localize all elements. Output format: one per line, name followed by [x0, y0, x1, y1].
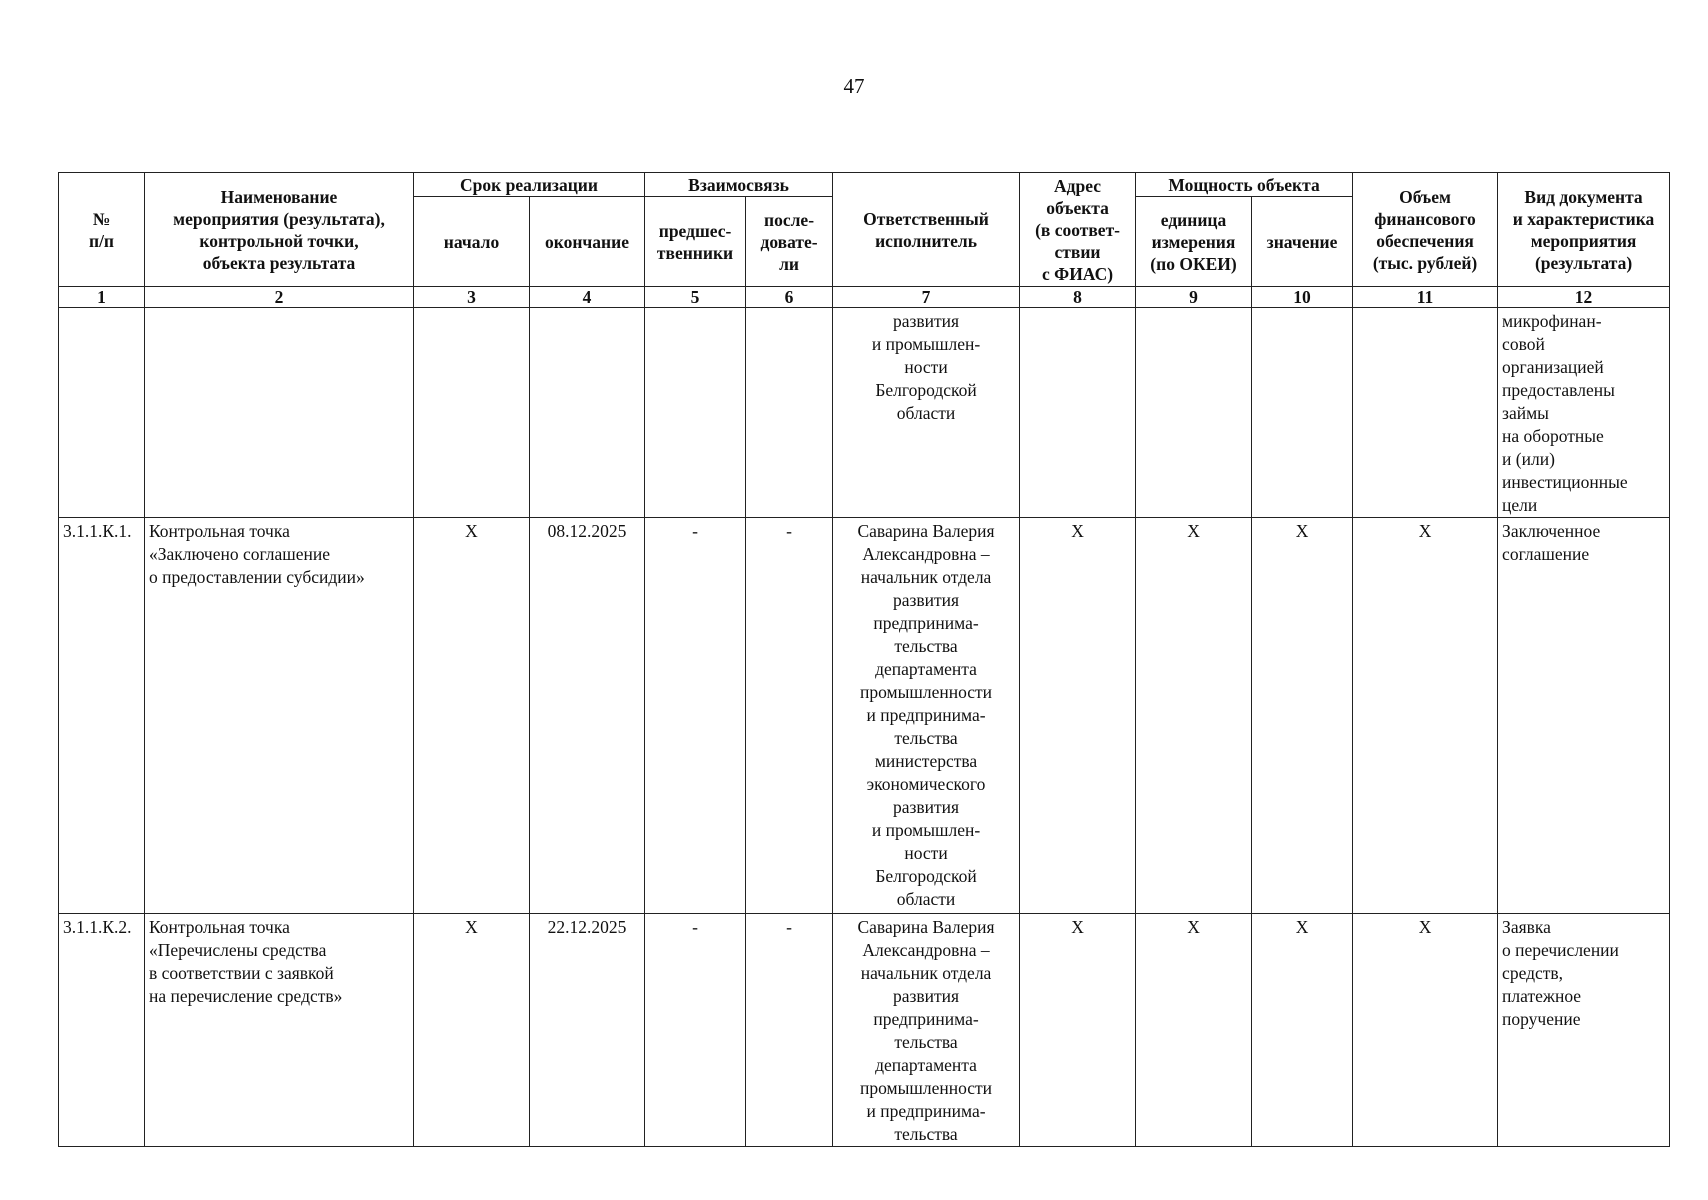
header-value: значение: [1252, 197, 1353, 287]
cell-name: Контрольная точка «Заключено соглашение о предоставлении субсидии»: [145, 518, 414, 914]
page-number: 47: [843, 74, 865, 98]
header-capacity-group: Мощность объекта: [1136, 173, 1353, 197]
header-responsible: Ответственный исполнитель: [833, 173, 1020, 287]
cell-value: Х: [1252, 914, 1353, 1147]
column-number: 5: [645, 287, 746, 308]
cell-responsible: Саварина Валерия Александровна – начальник отдела развития предпринима- тельства департамента промышленности и предпринима- тельства: [833, 914, 1020, 1147]
table-header: [59, 173, 1670, 308]
cell-unit: Х: [1136, 914, 1252, 1147]
cell-start: Х: [414, 518, 530, 914]
cell-doc-type: Заключенное соглашение: [1498, 518, 1670, 914]
cell-doc-type: микрофинан- совой организацией предоставлены займы на оборотные и (или) инвестиционные цели: [1498, 308, 1670, 518]
cell-responsible: Саварина Валерия Александровна – начальник отдела развития предпринима- тельства департамента промышленности и предпринима- тельства министерства экономического развития и промышлен- ности Белгородской области: [833, 518, 1020, 914]
cell-value: [1252, 308, 1353, 518]
header-doc-type: Вид документа и характеристика мероприятия (результата): [1498, 173, 1670, 287]
column-number: 2: [145, 287, 414, 308]
cell-successors: [746, 308, 833, 518]
header-successors: после- довате- ли: [746, 197, 833, 287]
cell-address: Х: [1020, 914, 1136, 1147]
column-number: 7: [833, 287, 1020, 308]
cell-end: 08.12.2025: [530, 518, 645, 914]
cell-no: [59, 308, 145, 518]
column-number: 10: [1252, 287, 1353, 308]
cell-no: 3.1.1.К.1.: [59, 518, 145, 914]
column-numbers-row: [59, 287, 1670, 308]
header-start: начало: [414, 197, 530, 287]
cell-address: Х: [1020, 518, 1136, 914]
header-no: № п/п: [59, 173, 145, 287]
column-number: 8: [1020, 287, 1136, 308]
cell-successors: -: [746, 518, 833, 914]
events-table: [58, 172, 1670, 1147]
column-number: 11: [1353, 287, 1498, 308]
header-finance: Объем финансового обеспечения (тыс. рублей): [1353, 173, 1498, 287]
cell-start: Х: [414, 914, 530, 1147]
cell-finance: Х: [1353, 914, 1498, 1147]
cell-successors: -: [746, 914, 833, 1147]
cell-name: Контрольная точка «Перечислены средства в соответствии с заявкой на перечисление средств»: [145, 914, 414, 1147]
header-predecessors: предшес- твенники: [645, 197, 746, 287]
cell-predecessors: -: [645, 518, 746, 914]
column-number: 12: [1498, 287, 1670, 308]
table-row: [59, 308, 1670, 518]
cell-unit: Х: [1136, 518, 1252, 914]
cell-unit: [1136, 308, 1252, 518]
column-number: 6: [746, 287, 833, 308]
header-name: Наименование мероприятия (результата), контрольной точки, объекта результата: [145, 173, 414, 287]
header-unit: единица измерения (по ОКЕИ): [1136, 197, 1252, 287]
header-end: окончание: [530, 197, 645, 287]
table-row: [59, 914, 1670, 1147]
cell-no: 3.1.1.К.2.: [59, 914, 145, 1147]
cell-responsible: развития и промышлен- ности Белгородской области: [833, 308, 1020, 518]
cell-start: [414, 308, 530, 518]
cell-address: [1020, 308, 1136, 518]
cell-predecessors: [645, 308, 746, 518]
header-address: Адрес объекта (в соответ- ствии с ФИАС): [1020, 173, 1136, 287]
cell-finance: Х: [1353, 518, 1498, 914]
column-number: 1: [59, 287, 145, 308]
header-term-group: Срок реализации: [414, 173, 645, 197]
cell-doc-type: Заявка о перечислении средств, платежное поручение: [1498, 914, 1670, 1147]
table-row: [59, 518, 1670, 914]
column-number: 4: [530, 287, 645, 308]
cell-end: 22.12.2025: [530, 914, 645, 1147]
cell-value: Х: [1252, 518, 1353, 914]
header-link-group: Взаимосвязь: [645, 173, 833, 197]
column-number: 9: [1136, 287, 1252, 308]
cell-finance: [1353, 308, 1498, 518]
cell-end: [530, 308, 645, 518]
column-number: 3: [414, 287, 530, 308]
cell-name: [145, 308, 414, 518]
cell-predecessors: -: [645, 914, 746, 1147]
